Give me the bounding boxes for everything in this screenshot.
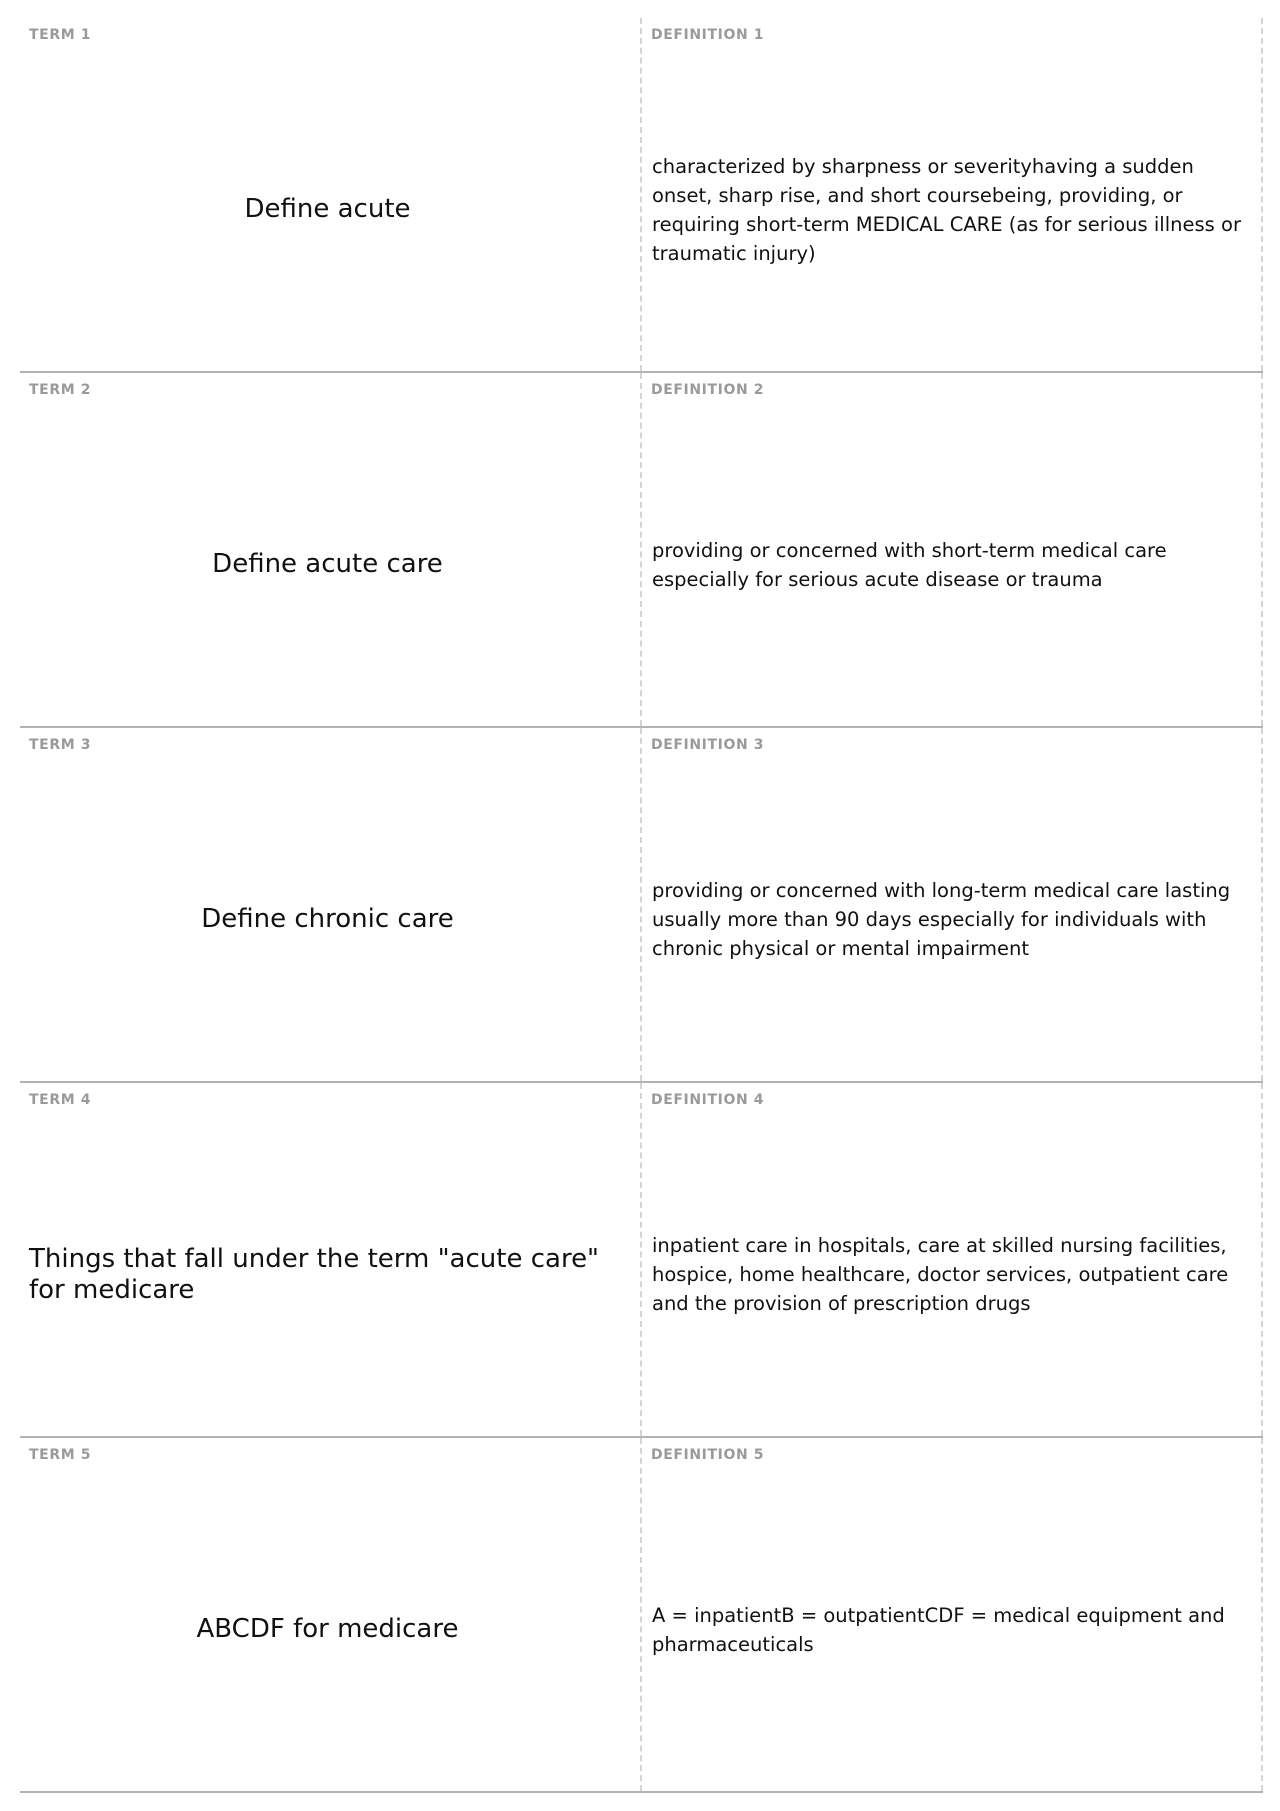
flashcard-row [20,373,1263,728]
definition-text: inpatient care in hospitals, care at skilled nursing facilities, hospice, home healthcare, doctor services, outpatient care and the provision of prescription drugs [652,1234,1229,1315]
term-text-wrap [29,413,626,716]
term-text: Define acute care [212,549,443,579]
definition-text-wrap [652,768,1243,1071]
definition-label: DEFINITION 3 [651,737,765,753]
term-text-wrap [29,768,626,1071]
term-label: TERM 2 [29,382,92,398]
definition-cell [642,728,1263,1081]
term-text: Define chronic care [201,904,454,934]
definition-text: characterized by sharpness or severityhaving a sudden onset, sharp rise, and short coursebeing, providing, or requiring short-term MEDICAL CARE (as for serious illness or traumatic injury) [652,154,1241,265]
definition-cell [642,18,1263,371]
term-text-wrap [29,1478,626,1781]
definition-label: DEFINITION 2 [651,382,765,398]
definition-text-wrap [652,413,1243,716]
term-cell [20,18,642,371]
term-label: TERM 5 [29,1447,92,1463]
definition-cell [642,373,1263,726]
definition-text-wrap [652,1123,1243,1426]
definition-label: DEFINITION 5 [651,1447,765,1463]
term-cell [20,728,642,1081]
term-text-wrap [29,1123,626,1426]
flashcard-sheet [20,18,1263,1793]
term-text: ABCDF for medicare [196,1614,459,1644]
definition-text: providing or concerned with long-term medical care lasting usually more than 90 days especially for individuals with chronic physical or mental impairment [652,879,1231,960]
definition-text: A = inpatientB = outpatientCDF = medical equipment and pharmaceuticals [652,1603,1225,1656]
definition-text-wrap [652,1478,1243,1781]
flashcard-row [20,18,1263,373]
term-cell [20,1083,642,1436]
flashcard-row [20,1083,1263,1438]
flashcard-row [20,1438,1263,1793]
term-cell [20,1438,642,1791]
definition-cell [642,1438,1263,1791]
term-label: TERM 3 [29,737,92,753]
term-text: Things that fall under the term "acute care" for medicare [29,1243,600,1305]
term-label: TERM 4 [29,1092,92,1108]
term-label: TERM 1 [29,27,92,43]
term-cell [20,373,642,726]
definition-cell [642,1083,1263,1436]
definition-text: providing or concerned with short-term medical care especially for serious acute disease or trauma [652,538,1167,591]
definition-text-wrap [652,58,1243,361]
term-text: Define acute [244,194,411,224]
definition-label: DEFINITION 4 [651,1092,765,1108]
definition-label: DEFINITION 1 [651,27,765,43]
flashcard-row [20,728,1263,1083]
term-text-wrap [29,58,626,361]
